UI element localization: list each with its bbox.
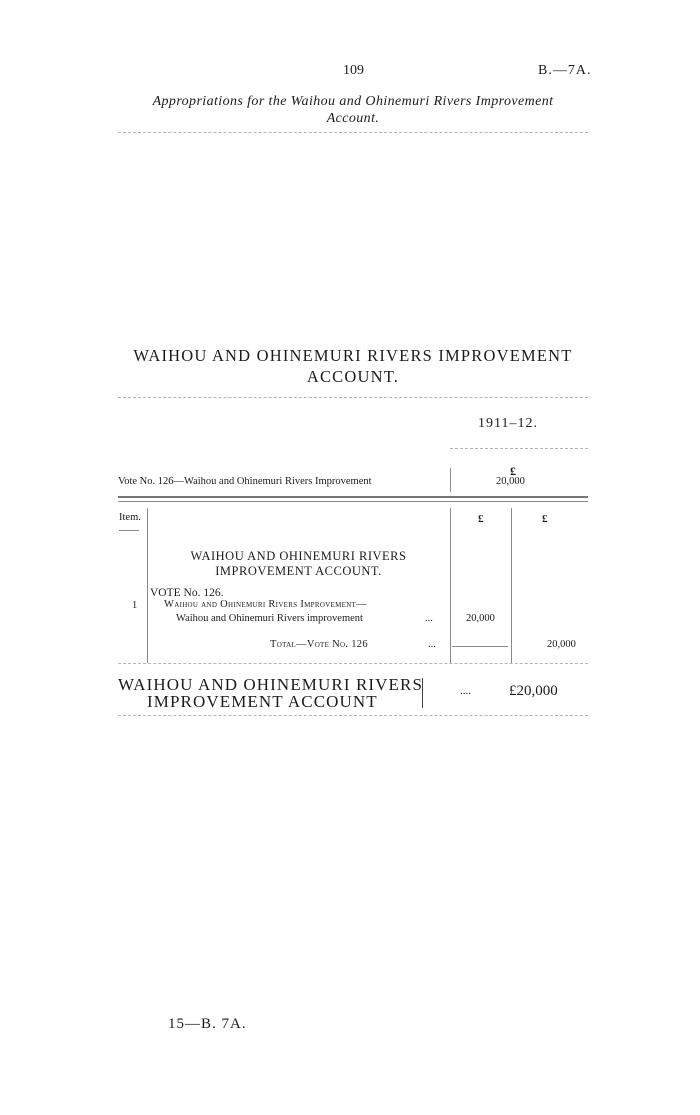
grand-total-brace xyxy=(418,678,423,708)
grand-total-amount: £20,000 xyxy=(509,683,558,699)
grand-total-label-continued: IMPROVEMENT ACCOUNT xyxy=(147,692,378,711)
detail-bottom-rule xyxy=(118,663,588,664)
summary-rule-thin xyxy=(118,501,588,502)
year-heading: 1911–12. xyxy=(478,416,538,431)
item-number: 1 xyxy=(132,600,138,611)
summary-currency: £ xyxy=(510,464,516,478)
detail-account-title-continued: IMPROVEMENT ACCOUNT. xyxy=(215,564,382,578)
total-leader-dots: ... xyxy=(428,639,436,650)
document-code: B.—7A. xyxy=(538,63,592,78)
section-title: WAIHOU AND OHINEMURI RIVERS IMPROVEMENT xyxy=(133,346,573,365)
printer-signature: 15—B. 7A. xyxy=(168,1016,247,1032)
title-rule xyxy=(118,397,588,398)
total-label: Total—Vote No. 126 xyxy=(270,639,368,650)
detail-col1-currency: £ xyxy=(478,513,484,525)
section-title-continued: ACCOUNT. xyxy=(306,367,400,386)
page-number: 109 xyxy=(343,63,364,78)
vote-heading: VOTE No. 126. xyxy=(150,587,224,599)
detail-col2-currency: £ xyxy=(542,513,548,525)
running-title-continued: Account. xyxy=(326,111,380,126)
amount-column-rule xyxy=(450,508,451,663)
total-amount: 20,000 xyxy=(547,639,576,650)
summary-column-rule xyxy=(450,468,451,492)
running-title: Appropriations for the Waihou and Ohinemuri Rivers Improvement xyxy=(152,94,554,109)
detail-account-title: WAIHOU AND OHINEMURI RIVERS xyxy=(190,549,407,563)
item-description: Waihou and Ohinemuri Rivers improvement xyxy=(176,613,363,624)
grand-total-label: WAIHOU AND OHINEMURI RIVERS xyxy=(118,675,423,694)
header-rule xyxy=(118,132,588,133)
grand-total-dots: .... xyxy=(460,685,471,697)
summary-vote-label: Vote No. 126—Waihou and Ohinemuri Rivers Improvement xyxy=(118,476,372,487)
summary-vote-amount: 20,000 xyxy=(496,476,525,487)
item-column-header: Item. xyxy=(119,512,141,523)
item-title: Waihou and Ohinemuri Rivers Improvement— xyxy=(164,599,367,610)
grand-total-rule xyxy=(118,715,588,716)
item-amount: 20,000 xyxy=(466,613,495,624)
item-column-rule xyxy=(147,508,148,663)
year-rule xyxy=(450,448,588,449)
item-leader-dots: ... xyxy=(425,613,433,624)
summary-rule xyxy=(118,496,588,498)
item-header-underline xyxy=(119,530,139,531)
total-column-rule xyxy=(511,508,512,663)
subtotal-rule xyxy=(452,646,508,647)
